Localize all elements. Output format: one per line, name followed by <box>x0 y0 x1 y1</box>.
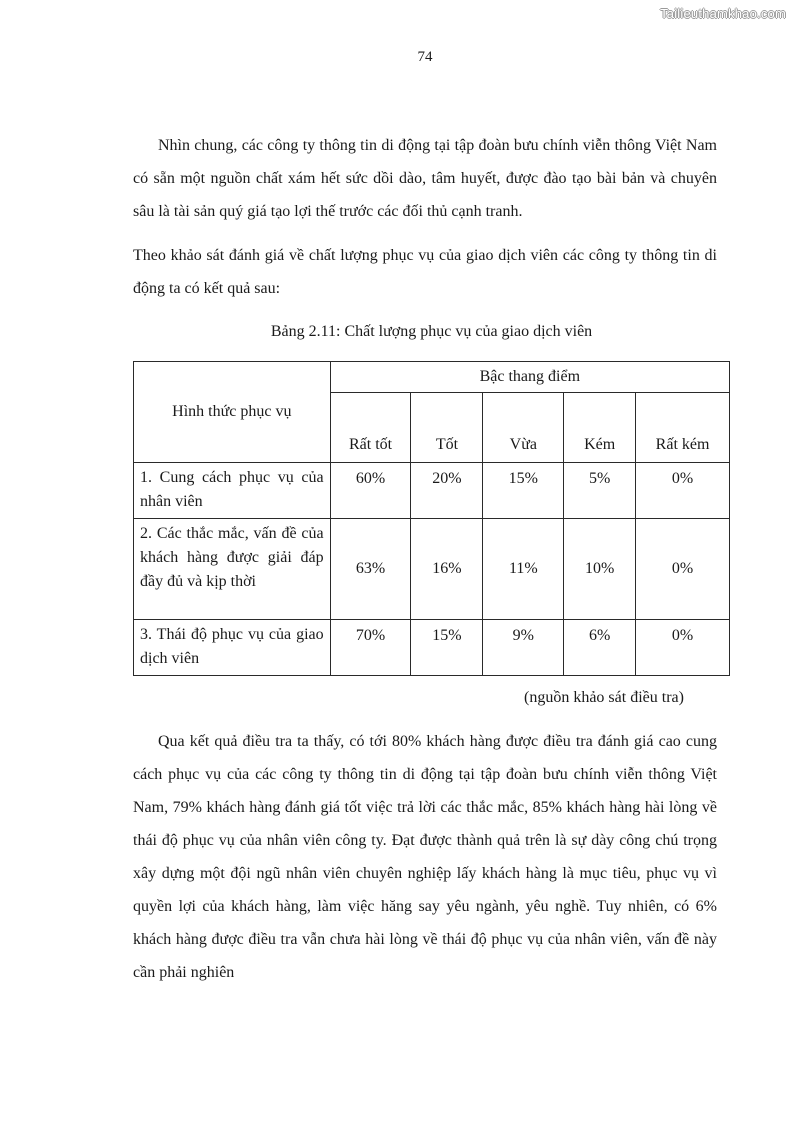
table-cell: 16% <box>411 519 483 620</box>
column-header-service-type: Hình thức phục vụ <box>134 362 331 463</box>
column-header-poor: Kém <box>564 393 636 463</box>
table-cell: 0% <box>636 463 730 519</box>
table-row <box>134 463 730 519</box>
table-cell: 5% <box>564 463 636 519</box>
table-cell: 9% <box>483 620 564 676</box>
table-cell: 63% <box>330 519 411 620</box>
table-cell: 15% <box>483 463 564 519</box>
paragraph-intro: Nhìn chung, các công ty thông tin di động tại tập đoàn bưu chính viễn thông Việt Nam có sẵn một nguồn chất xám hết sức dồi dào, tâm huyết, được đào tạo bài bản và chuyên sâu là tài sản quý giá tạo lợi thế trước các đối thủ cạnh tranh. <box>133 137 717 220</box>
table-header-row <box>134 362 730 393</box>
table-row <box>134 620 730 676</box>
column-header-very-poor: Rất kém <box>636 393 730 463</box>
table-cell: 60% <box>330 463 411 519</box>
table-cell: 11% <box>483 519 564 620</box>
table-cell: 20% <box>411 463 483 519</box>
table-cell: 10% <box>564 519 636 620</box>
row-label: 2. Các thắc mắc, vấn đề của khách hàng được giải đáp đầy đủ và kịp thời <box>134 519 331 620</box>
table-source-note: (nguồn khảo sát điều tra) <box>524 689 684 706</box>
paragraph-survey-intro: Theo khảo sát đánh giá về chất lượng phục vụ của giao dịch viên các công ty thông tin di động ta có kết quả sau: <box>133 247 717 297</box>
column-header-very-good: Rất tốt <box>330 393 411 463</box>
table-cell: 0% <box>636 519 730 620</box>
column-header-average: Vừa <box>483 393 564 463</box>
column-header-good: Tốt <box>411 393 483 463</box>
table-cell: 0% <box>636 620 730 676</box>
column-group-header-score-scale: Bậc thang điểm <box>330 362 729 393</box>
table-cell: 15% <box>411 620 483 676</box>
paragraph-analysis: Qua kết quả điều tra ta thấy, có tới 80% khách hàng được điều tra đánh giá cao cung cách phục vụ của các công ty thông tin di động tại tập đoàn bưu chính viễn thông Việt Nam, 79% khách hàng đánh giá tốt việc trả lời các thắc mắc, 85% khách hàng hài lòng về thái độ phục vụ của nhân viên công ty. Đạt được thành quả trên là sự dày công chú trọng xây dựng một đội ngũ nhân viên chuyên nghiệp lấy khách hàng là mục tiêu, phục vụ vì quyền lợi của khách hàng, làm việc hăng say yêu ngành, yêu nghề. Tuy nhiên, có 6% khách hàng được điều tra vẫn chưa hài lòng về thái độ phục vụ của nhân viên, vấn đề này cần phải nghiên <box>133 733 717 981</box>
row-label: 1. Cung cách phục vụ của nhân viên <box>134 463 331 519</box>
row-label: 3. Thái độ phục vụ của giao dịch viên <box>134 620 331 676</box>
table-caption: Bảng 2.11: Chất lượng phục vụ của giao dịch viên <box>270 323 593 340</box>
table-cell: 70% <box>330 620 411 676</box>
table-cell: 6% <box>564 620 636 676</box>
table-row <box>134 519 730 620</box>
watermark: Tailieuthamkhao.com <box>660 6 786 21</box>
service-quality-table <box>133 361 730 676</box>
page-number: 74 <box>417 49 433 65</box>
